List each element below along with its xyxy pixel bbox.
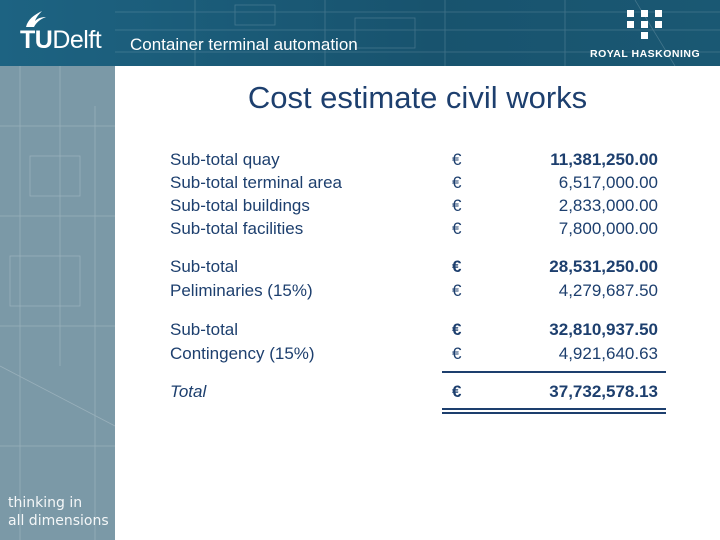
slide-title: Cost estimate civil works xyxy=(247,80,588,115)
sidebar-blueprint-pattern xyxy=(0,66,115,540)
table-row xyxy=(170,219,670,241)
table-row-total xyxy=(170,382,670,404)
tagline-line-2: all dimensions xyxy=(8,513,109,529)
royal-haskoning-mark-icon xyxy=(625,8,665,42)
table-row-subtotal xyxy=(170,320,670,342)
currency-symbol: € xyxy=(452,320,462,339)
currency-symbol: € xyxy=(452,382,462,401)
row-amount: 28,531,250.00 xyxy=(549,257,658,276)
row-amount: 2,833,000.00 xyxy=(558,196,658,215)
row-amount: 6,517,000.00 xyxy=(558,173,658,192)
tudelft-logo xyxy=(10,6,115,54)
tudelft-wordmark-tu: TU xyxy=(20,26,53,54)
row-label: Sub-total xyxy=(170,320,239,339)
row-label: Sub-total terminal area xyxy=(170,173,342,192)
tagline-line-1: thinking in xyxy=(8,495,83,511)
header-bar xyxy=(0,0,720,66)
row-label: Sub-total buildings xyxy=(170,196,310,215)
tudelft-wordmark-delft: Delft xyxy=(52,26,102,54)
currency-symbol: € xyxy=(452,257,462,276)
currency-symbol: € xyxy=(452,150,462,169)
currency-symbol: € xyxy=(452,281,462,300)
royal-haskoning-logo xyxy=(585,8,710,62)
left-sidebar xyxy=(0,66,115,540)
row-label: Total xyxy=(170,382,207,401)
table-row xyxy=(170,150,670,172)
row-label: Sub-total xyxy=(170,257,239,276)
row-label: Peliminaries (15%) xyxy=(170,281,313,300)
row-amount: 4,921,640.63 xyxy=(558,344,658,363)
table-row xyxy=(170,173,670,195)
tagline xyxy=(8,494,109,530)
cost-estimate-table xyxy=(170,150,670,420)
row-amount: 11,381,250.00 xyxy=(550,150,658,169)
presentation-subtitle: Container terminal automation xyxy=(130,35,358,54)
row-amount: 37,732,578.13 xyxy=(549,382,658,401)
total-divider-bottom xyxy=(442,408,666,410)
table-row-subtotal xyxy=(170,257,670,279)
total-divider-top xyxy=(442,371,666,373)
row-label: Sub-total facilities xyxy=(170,219,304,238)
table-row xyxy=(170,344,670,366)
currency-symbol: € xyxy=(452,219,462,238)
row-amount: 4,279,687.50 xyxy=(558,281,658,300)
total-divider-bottom-double xyxy=(442,412,666,414)
table-row xyxy=(170,196,670,218)
table-row xyxy=(170,281,670,303)
currency-symbol: € xyxy=(452,344,462,363)
currency-symbol: € xyxy=(452,196,462,215)
row-label: Contingency (15%) xyxy=(170,344,315,363)
row-label: Sub-total quay xyxy=(170,150,280,169)
currency-symbol: € xyxy=(452,173,462,192)
row-amount: 32,810,937.50 xyxy=(549,320,658,339)
row-amount: 7,800,000.00 xyxy=(558,219,658,238)
tudelft-wordmark xyxy=(20,26,101,55)
royal-haskoning-wordmark: ROYAL HASKONING xyxy=(590,48,701,60)
